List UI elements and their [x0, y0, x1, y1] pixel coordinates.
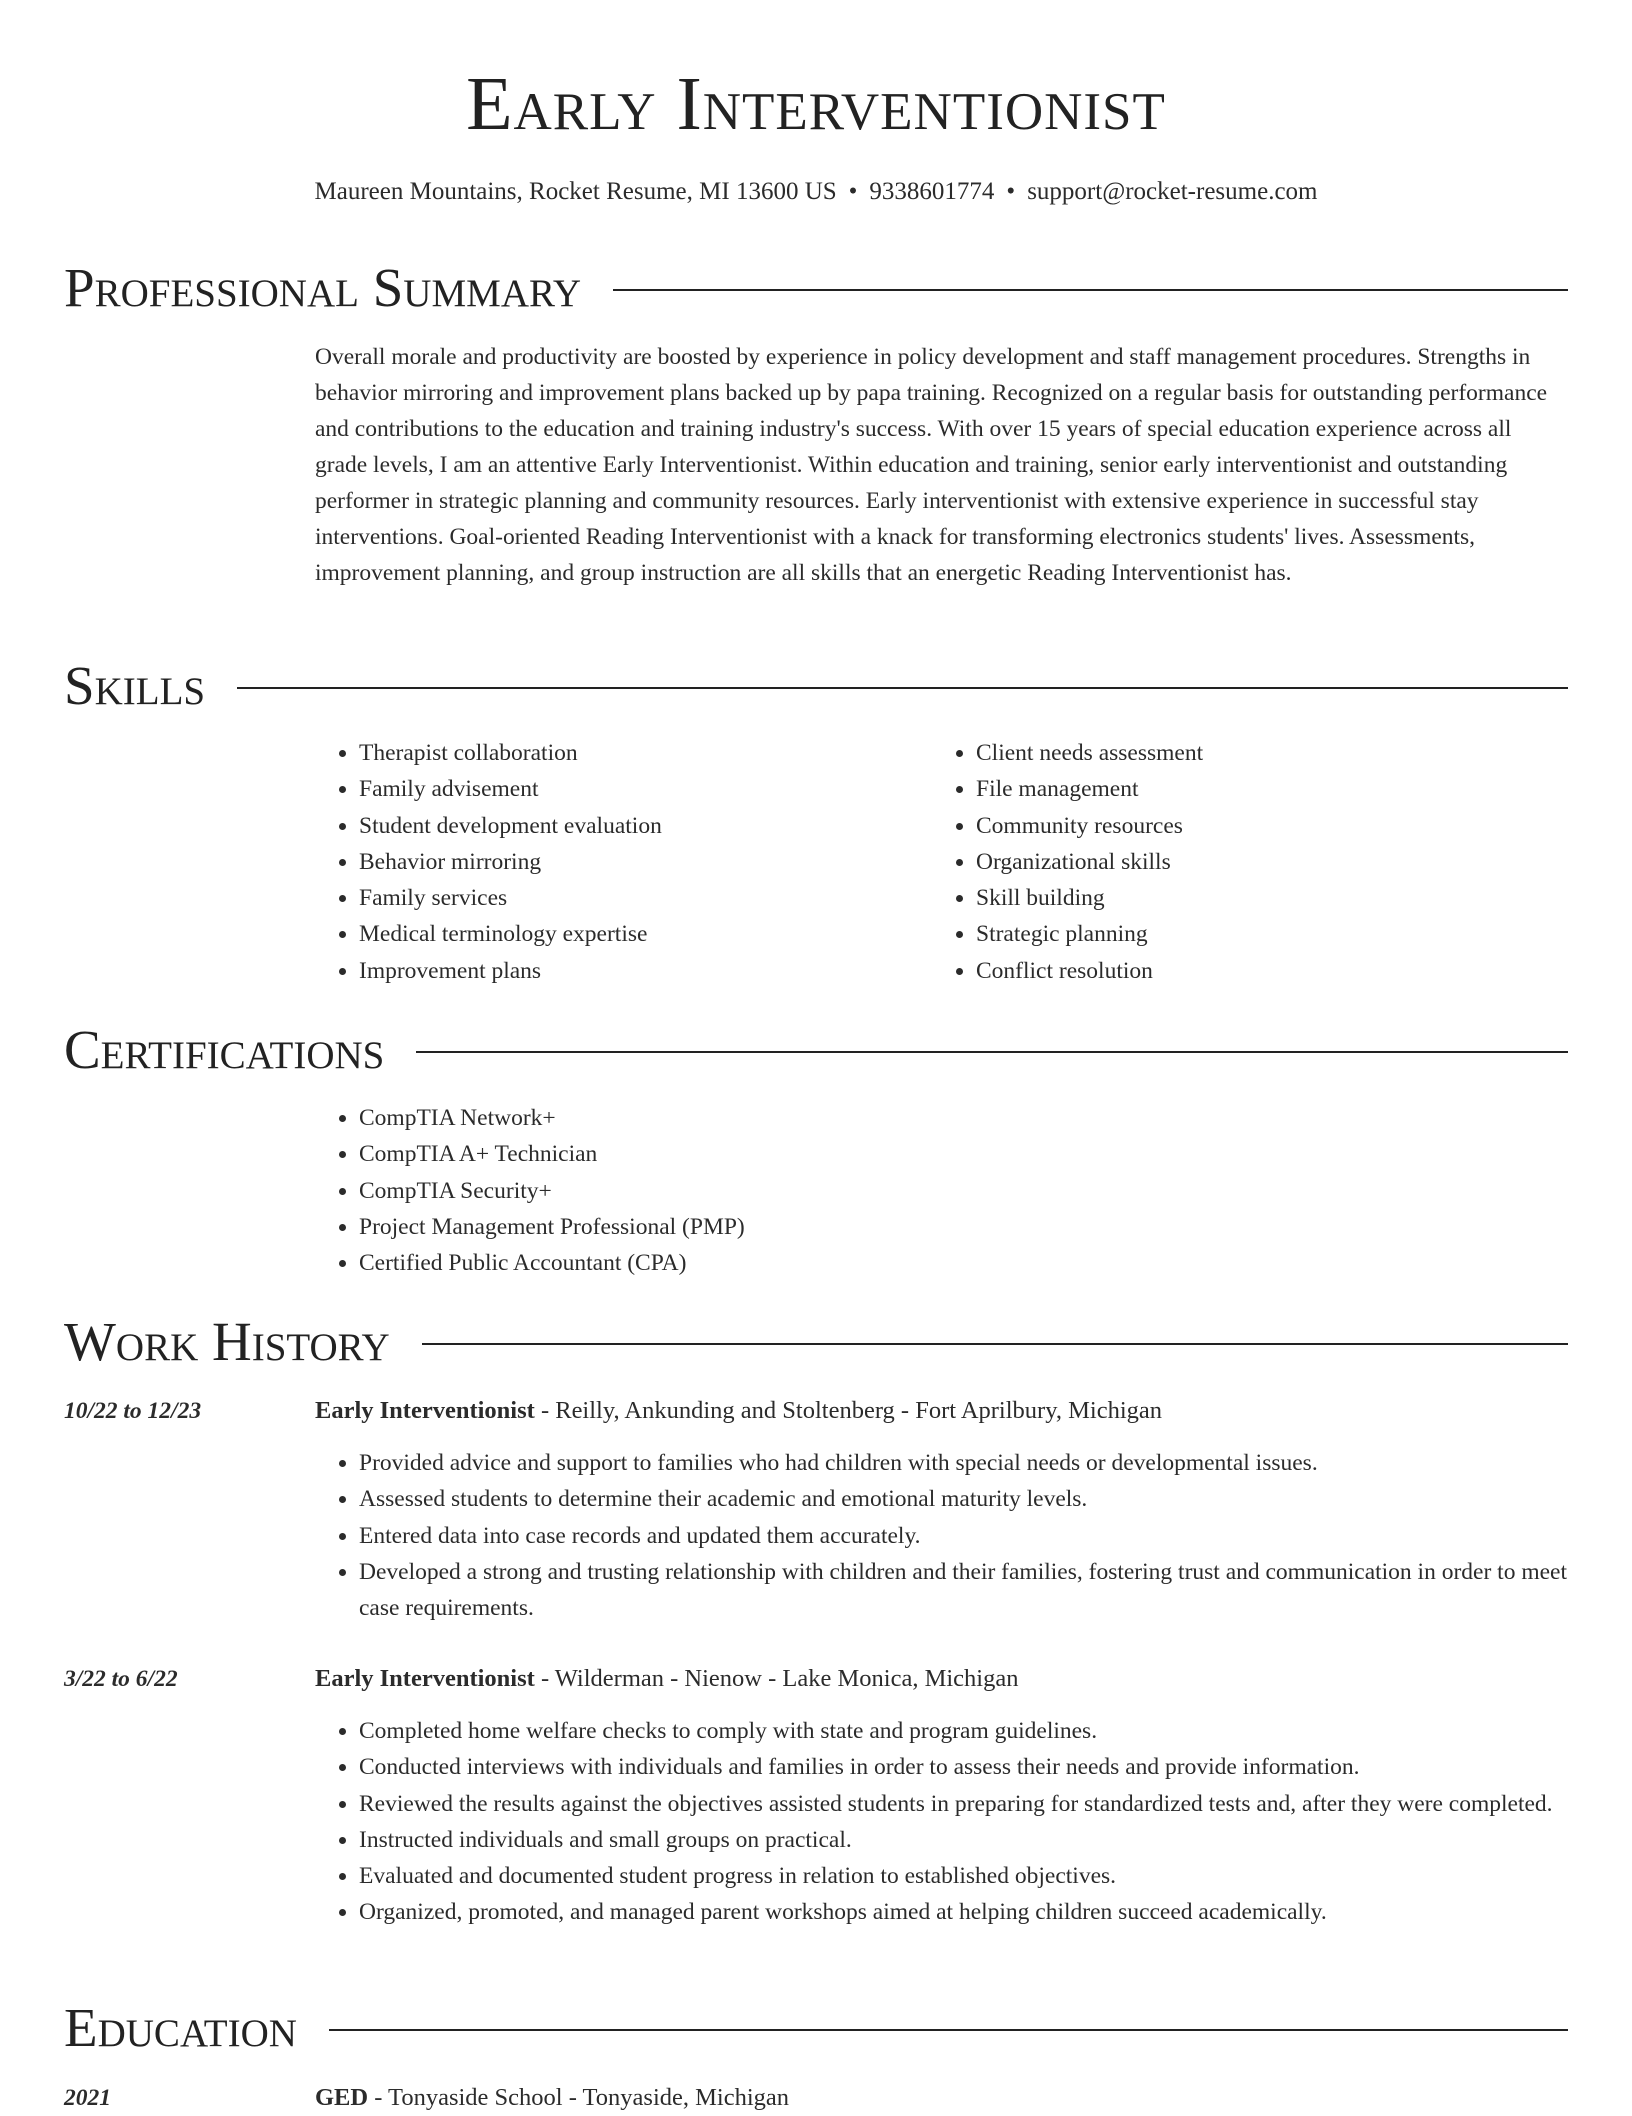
section-title: Professional Summary: [64, 257, 582, 318]
skill-item: • File management: [976, 771, 1568, 807]
skill-item: • Client needs assessment: [976, 735, 1568, 771]
contact-phone: 9338601774: [869, 178, 995, 205]
education-dates: 2021: [64, 2085, 111, 2111]
section-title: Work History: [64, 1311, 390, 1372]
section-divider: [416, 1051, 1568, 1053]
duty-item: • Developed a strong and trusting relationship with children and their families, fostering trust and communication in order to meet case requirements.: [359, 1554, 1568, 1627]
duty-item: • Conducted interviews with individuals and families in order to assess their needs and provide information.: [359, 1749, 1568, 1785]
section-title: Certifications: [64, 1019, 385, 1080]
job-title: Early Interventionist: [315, 1665, 535, 1692]
skill-item: • Improvement plans: [359, 953, 915, 989]
work-title-line: [315, 1661, 1018, 1697]
contact-separator: •: [848, 178, 858, 205]
skills-column-left: [315, 735, 915, 989]
duty-item: • Reviewed the results against the objectives assisted students in preparing for standardized tests and, after they were completed.: [359, 1786, 1568, 1822]
certification-item: • Certified Public Accountant (CPA): [359, 1245, 1215, 1281]
section-header-work: [64, 1309, 1568, 1375]
skill-item: • Community resources: [976, 808, 1568, 844]
certifications-list: [315, 1100, 1215, 1281]
duties-list: [315, 1713, 1568, 1931]
duty-item: • Instructed individuals and small groups on practical.: [359, 1822, 1568, 1858]
duty-item: • Evaluated and documented student progress in relation to established objectives.: [359, 1858, 1568, 1894]
section-title: Skills: [64, 655, 206, 716]
summary-text: Overall morale and productivity are boosted by experience in policy development and staff management procedures. Strengths in behavior mirroring and improvement plans backed up by papa training. Recognized on a regular basis for outstanding performance and contributions to the education and training industry's success. With over 15 years of special education experience across all grade levels, I am an attentive Early Interventionist. Within education and training, senior early interventionist and outstanding performer in strategic planning and community resources. Early interventionist with extensive experience in successful stay interventions. Goal-oriented Reading Interventionist with a knack for transforming electronics students' lives. Assessments, improvement planning, and group instruction are all skills that an energetic Reading Interventionist has.: [315, 344, 1548, 586]
skill-item: • Student development evaluation: [359, 808, 915, 844]
section-title: Education: [64, 1997, 297, 2058]
certification-item: • CompTIA Network+: [359, 1100, 1215, 1136]
duties-list: [315, 1445, 1568, 1626]
employer-details: - Wilderman - Nienow - Lake Monica, Michigan: [534, 1665, 1019, 1692]
job-title: Early Interventionist: [315, 1397, 535, 1424]
resume-title: Early Interventionist: [466, 62, 1166, 146]
work-duties: [315, 1445, 1568, 1626]
skills-list: [932, 735, 1568, 989]
section-divider: [237, 687, 1568, 689]
skill-item: • Skill building: [976, 880, 1568, 916]
degree: GED: [315, 2084, 369, 2111]
section-header-skills: [64, 653, 1568, 719]
work-dates: 10/22 to 12/23: [64, 1398, 202, 1424]
duty-item: • Assessed students to determine their academic and emotional maturity levels.: [359, 1481, 1568, 1517]
section-header-summary: [64, 255, 1568, 321]
contact-email[interactable]: support@rocket-resume.com: [1027, 178, 1318, 205]
duty-item: • Provided advice and support to families who had children with special needs or developmental issues.: [359, 1445, 1568, 1481]
work-title-line: [315, 1393, 1162, 1429]
skill-item: • Organizational skills: [976, 844, 1568, 880]
contact-address: Maureen Mountains, Rocket Resume, MI 13600 US: [314, 178, 837, 205]
certification-item: • CompTIA Security+: [359, 1173, 1215, 1209]
skills-column-right: [932, 735, 1568, 989]
duty-item: • Organized, promoted, and managed parent workshops aimed at helping children succeed academically.: [359, 1894, 1568, 1930]
contact-separator: •: [1006, 178, 1016, 205]
section-divider: [613, 289, 1568, 291]
skill-item: • Therapist collaboration: [359, 735, 915, 771]
skill-item: • Family advisement: [359, 771, 915, 807]
section-divider: [329, 2029, 1568, 2031]
skill-item: • Family services: [359, 880, 915, 916]
certification-item: • CompTIA A+ Technician: [359, 1136, 1215, 1172]
work-dates: 3/22 to 6/22: [64, 1666, 178, 1692]
skill-item: • Behavior mirroring: [359, 844, 915, 880]
skills-list: [315, 735, 915, 989]
certification-item: • Project Management Professional (PMP): [359, 1209, 1215, 1245]
section-header-education: [64, 1995, 1568, 2061]
certifications-block: [315, 1100, 1215, 1281]
duty-item: • Completed home welfare checks to comply with state and program guidelines.: [359, 1713, 1568, 1749]
school-details: - Tonyaside School - Tonyaside, Michigan: [368, 2084, 790, 2111]
section-divider: [422, 1343, 1568, 1345]
duty-item: • Entered data into case records and updated them accurately.: [359, 1518, 1568, 1554]
skill-item: • Conflict resolution: [976, 953, 1568, 989]
employer-details: - Reilly, Ankunding and Stoltenberg - Fort Aprilbury, Michigan: [534, 1397, 1163, 1424]
work-duties: [315, 1713, 1568, 1931]
education-title-line: [315, 2080, 789, 2116]
section-header-certifications: [64, 1017, 1568, 1083]
skill-item: • Medical terminology expertise: [359, 916, 915, 952]
skill-item: • Strategic planning: [976, 916, 1568, 952]
contact-line: [64, 176, 1568, 208]
